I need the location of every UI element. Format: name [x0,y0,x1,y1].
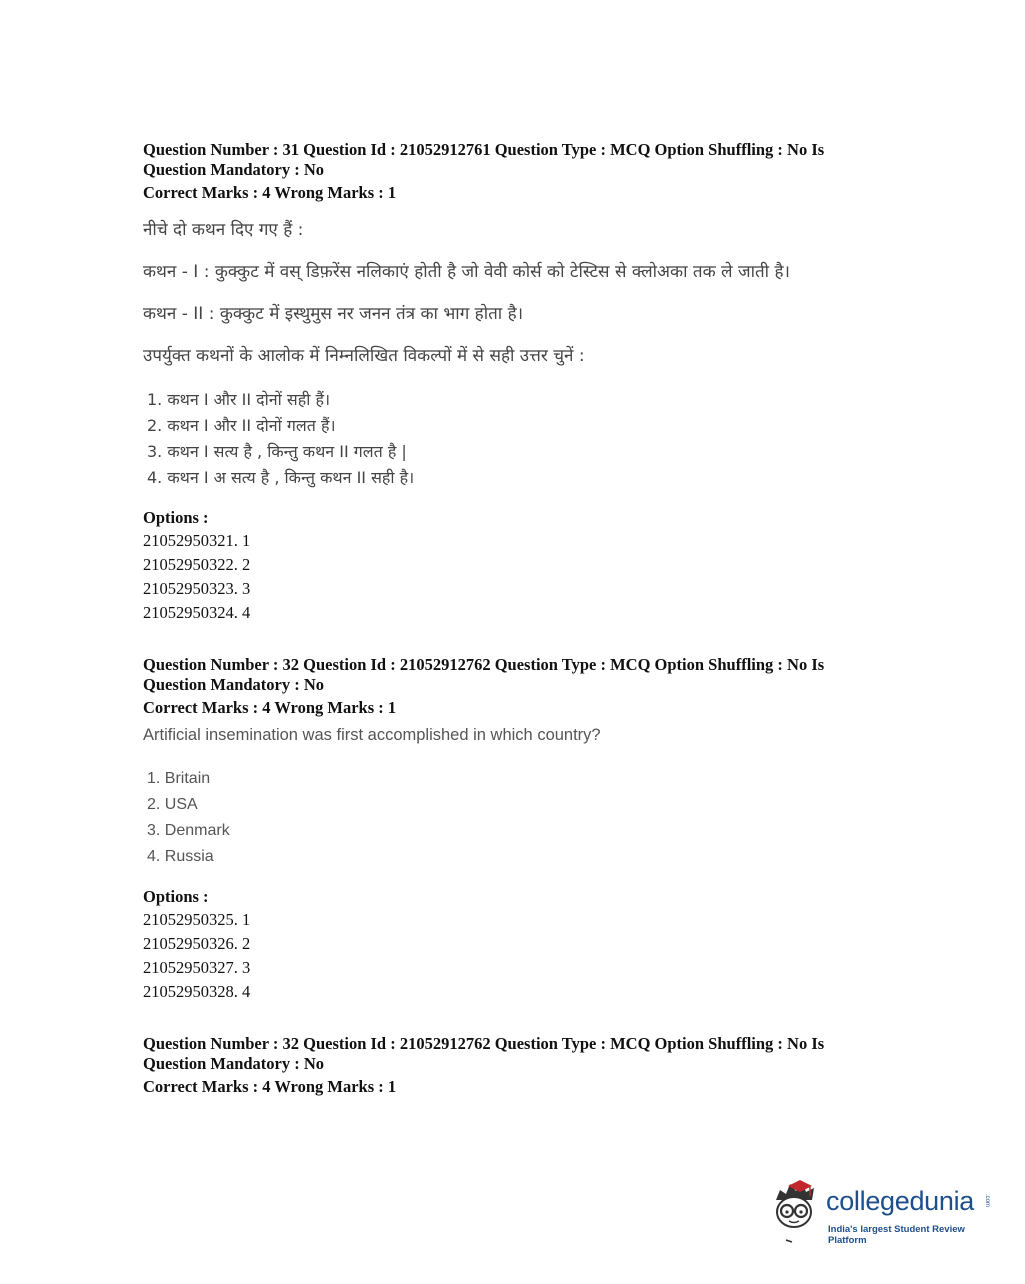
student-mascot-icon [766,1178,826,1248]
option-ids [143,908,883,1004]
option-id: 21052950325. 1 [143,910,251,929]
collegedunia-logo [766,1178,996,1248]
question-marks: Correct Marks : 4 Wrong Marks : 1 [143,183,397,202]
option-id: 21052950326. 2 [143,934,251,953]
logo-wordmark: collegedunia [826,1186,975,1216]
question-next [143,1034,883,1097]
question-text: Artificial insemination was first accomplished in which country? [143,726,601,744]
answer-choice: 2. कथन I और II दोनों गलत हैं। [147,416,336,435]
question-32 [143,655,883,1004]
question-meta-line1: Question Number : 32 Question Id : 21052912762 Question Type : MCQ Option Shuffling : No Is [143,655,825,674]
option-id: 21052950323. 3 [143,579,251,598]
answer-choice: 3. Denmark [147,822,230,839]
option-id: 21052950327. 3 [143,958,251,977]
question-meta [143,140,883,203]
question-meta-line2: Question Mandatory : No [143,675,325,694]
option-id: 21052950328. 4 [143,982,251,1001]
option-id: 21052950324. 4 [143,603,251,622]
question-meta [143,1034,883,1097]
option-id: 21052950321. 1 [143,531,251,550]
answer-choice: 2. USA [147,796,198,813]
answer-choices [147,387,883,491]
question-intro: नीचे दो कथन दिए गए हैं : [143,220,304,240]
option-id: 21052950322. 2 [143,555,251,574]
answer-choice: 3. कथन I सत्य है , किन्तु कथन II गलत है | [147,442,407,461]
question-marks: Correct Marks : 4 Wrong Marks : 1 [143,698,397,717]
question-meta-line1: Question Number : 32 Question Id : 21052912762 Question Type : MCQ Option Shuffling : No Is [143,1034,825,1053]
answer-choice: 1. Britain [147,770,211,787]
statement-2: कथन - II : कुक्कुट में इस्थुमुस नर जनन तंत्र का भाग होता है। [143,304,524,324]
options-label: Options : [143,508,209,527]
question-meta [143,655,883,718]
question-marks: Correct Marks : 4 Wrong Marks : 1 [143,1077,397,1096]
answer-choice: 4. कथन I अ सत्य है , किन्तु कथन II सही है। [147,468,415,487]
answer-choices [147,766,883,870]
statement-1: कथन - I : कुक्कुट में वस् डिफ़रेंस नलिकाएं होती है जो वेवी कोर्स को टेस्टिस से क्लोअका तक ले जाती है। [143,262,790,282]
logo-suffix: .com [984,1194,990,1208]
question-prompt: उपर्युक्त कथनों के आलोक में निम्नलिखित विकल्पों में से सही उत्तर चुनें : [143,346,585,366]
answer-choice: 1. कथन I और II दोनों सही हैं। [147,390,331,409]
logo-tagline: India's largest Student Review Platform [828,1224,965,1246]
options-label: Options : [143,887,209,906]
option-ids [143,529,883,625]
question-meta-line1: Question Number : 31 Question Id : 21052912761 Question Type : MCQ Option Shuffling : No Is [143,140,825,159]
question-paper-page [143,140,883,1127]
question-meta-line2: Question Mandatory : No [143,1054,325,1073]
answer-choice: 4. Russia [147,848,214,865]
question-31 [143,140,883,625]
question-meta-line2: Question Mandatory : No [143,160,325,179]
